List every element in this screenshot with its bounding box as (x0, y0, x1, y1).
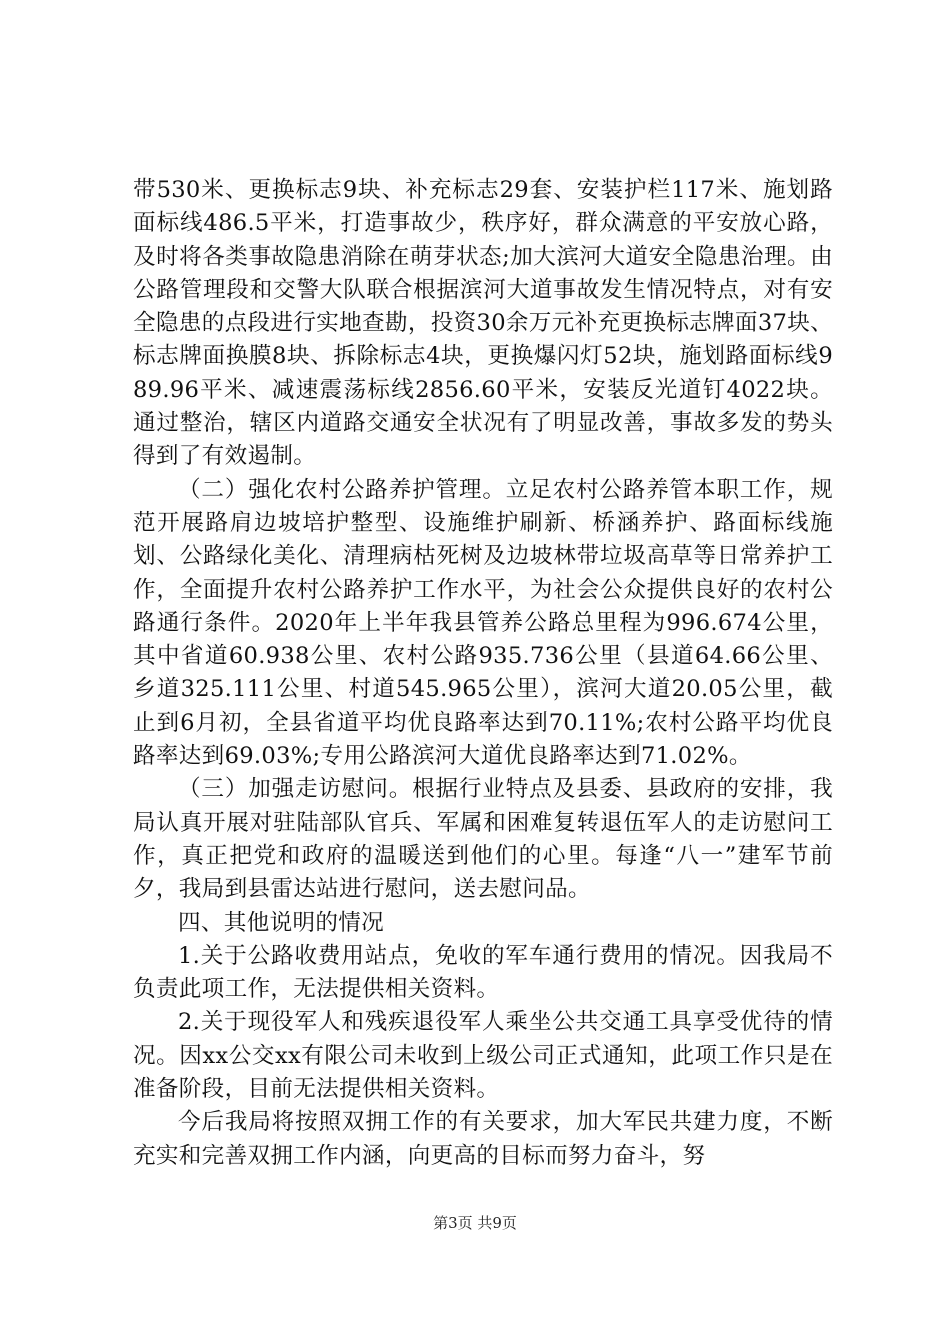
paragraph-visits-and-condolences: （三）加强走访慰问。根据行业特点及县委、县政府的安排，我局认真开展对驻陆部队官兵、军属和困难复转退伍军人的走访慰问工作，真正把党和政府的温暖送到他们的心里。每逢“八一”建军节前夕，我局到县雷达站进行慰问，送去慰问品。 (133, 776, 833, 903)
paragraph-future-plans: 今后我局将按照双拥工作的有关要求，加大军民共建力度，不断充实和完善双拥工作内涵，向更高的目标而努力奋斗，努 (133, 1109, 833, 1169)
section-heading-other-notes: 四、其他说明的情况 (178, 909, 385, 936)
document-body (133, 174, 833, 1173)
page-number-footer: 第3页 共9页 (433, 1214, 517, 1232)
paragraph-rural-road-maintenance: （二）强化农村公路养护管理。立足农村公路养管本职工作，规范开展路肩边坡培护整型、设施维护刷新、桥涵养护、路面标线施划、公路绿化美化、清理病枯死树及边坡林带垃圾高草等日常养护工作，全面提升农村公路养护工作水平，为社会公众提供良好的农村公路通行条件。2020年上半年我县管养公路总里程为996.674公里，其中省道60.938公里、农村公路935.736公里（县道64.66公里、乡道325.111公里、村道545.965公里），滨河大道20.05公里，截止到6月初，全县省道平均优良路率达到70.11%;农村公路平均优良路率达到69.03%;专用公路滨河大道优良路率达到71.02%。 (133, 476, 833, 770)
paragraph-public-transport-note: 2.关于现役军人和残疾退役军人乘坐公共交通工具享受优待的情况。因xx公交xx有限公司未收到上级公司正式通知，此项工作只是在准备阶段，目前无法提供相关资料。 (133, 1009, 833, 1103)
paragraph-toll-station-note: 1.关于公路收费用站点，免收的军车通行费用的情况。因我局不负责此项工作，无法提供相关资料。 (133, 942, 833, 1003)
paragraph-road-safety-continued: 带530米、更换标志9块、补充标志29套、安装护栏117米、施划路面标线486.5平米，打造事故少，秩序好，群众满意的平安放心路，及时将各类事故隐患消除在萌芽状态;加大滨河大道安全隐患治理。由公路管理段和交警大队联合根据滨河大道事故发生情况特点，对有安全隐患的点段进行实地查勘，投资30余万元补充更换标志牌面37块、标志牌面换膜8块、拆除标志4块，更换爆闪灯52块，施划路面标线989.96平米、减速震荡标线2856.60平米，安装反光道钉4022块。通过整治，辖区内道路交通安全状况有了明显改善，事故多发的势头得到了有效遏制。 (133, 177, 833, 470)
